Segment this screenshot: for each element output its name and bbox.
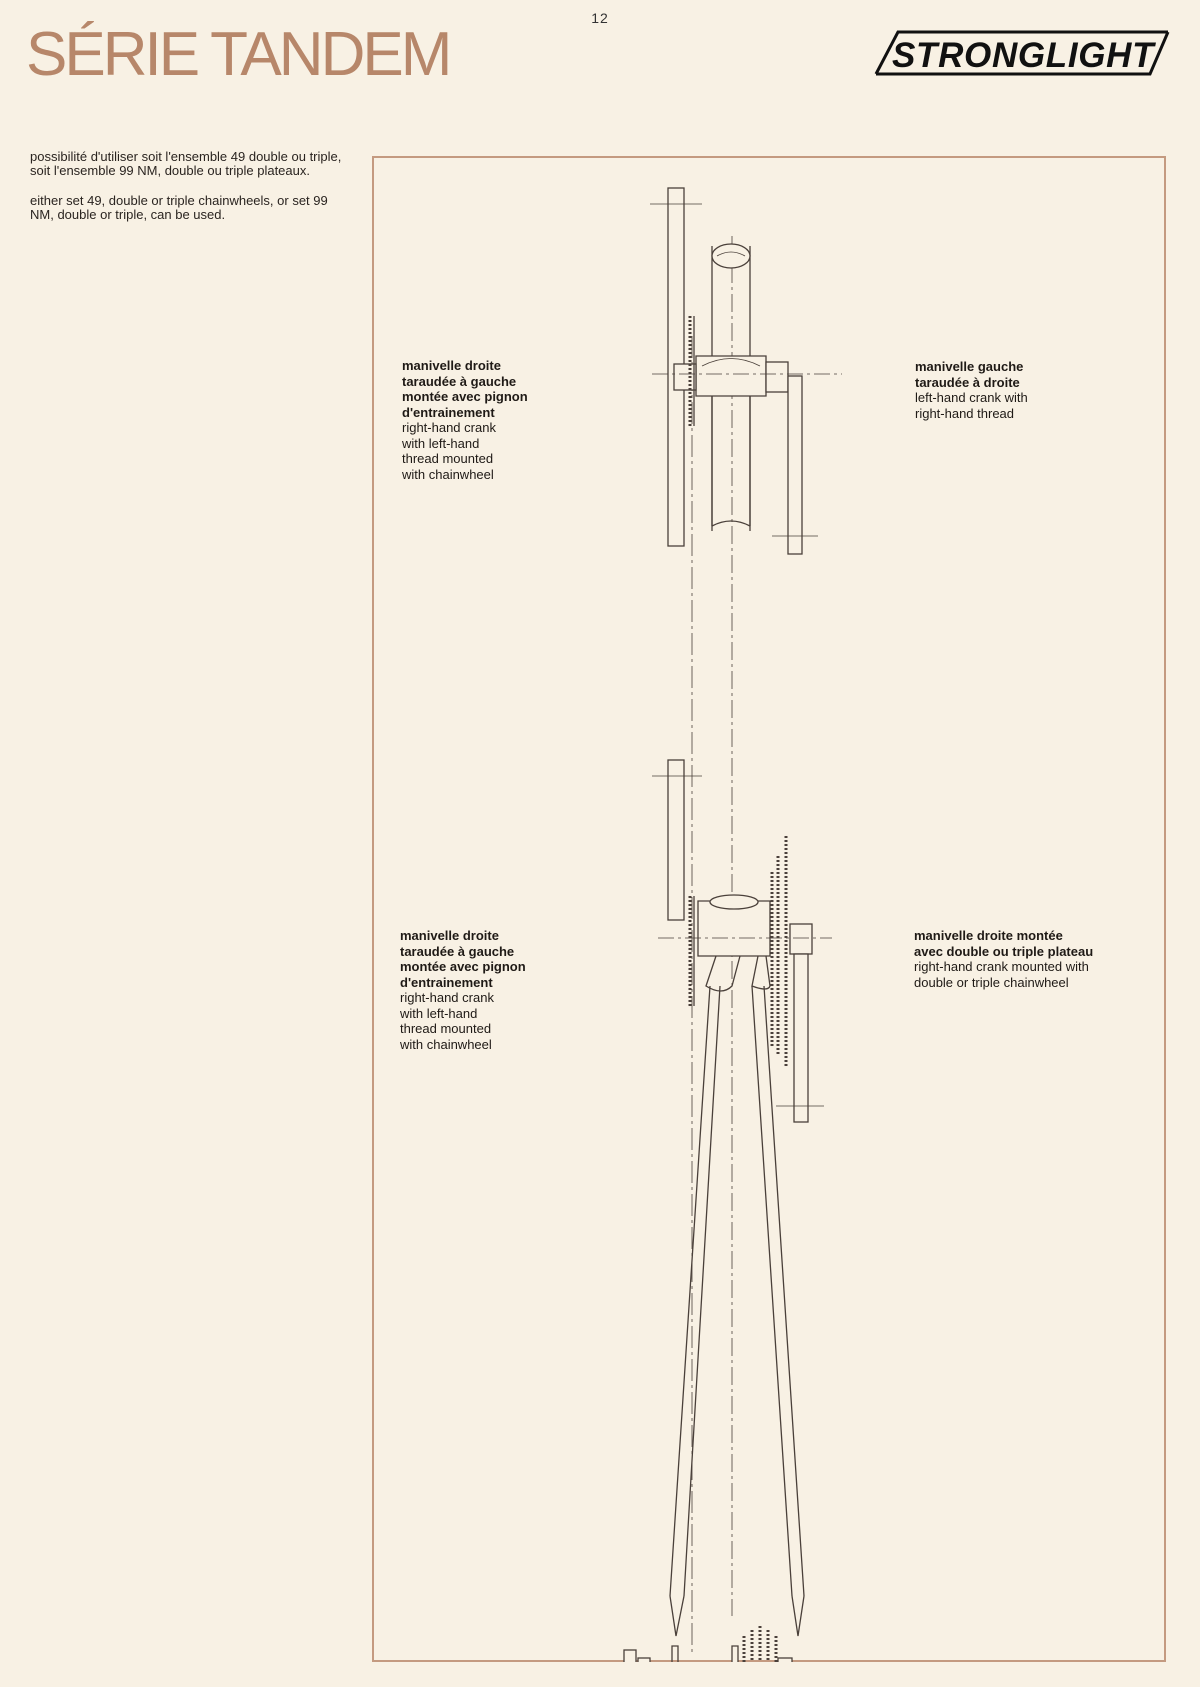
brand-logo-text: STRONGLIGHT <box>892 36 1154 75</box>
callout-front-left-crank-french: manivelle gauche taraudée à droite <box>915 359 1024 390</box>
callout-front-left-crank-english: left-hand crank with right-hand thread <box>915 390 1028 421</box>
intro-english: either set 49, double or triple chainwheels, or set 99 NM, double or triple, can be used. <box>30 193 328 222</box>
callout-rear-right-crank-english: right-hand crank with left-hand thread mounted with chainwheel <box>400 990 494 1052</box>
intro-text-block <box>30 150 350 238</box>
front-bottom-bracket <box>650 188 842 554</box>
intro-french: possibilité d'utiliser soit l'ensemble 49 double ou triple, soit l'ensemble 99 NM, double ou triple plateaux. <box>30 149 342 178</box>
callout-front-left-crank <box>915 359 1155 421</box>
callout-rear-drive-crank-english: right-hand crank mounted with double or triple chainwheel <box>914 959 1089 990</box>
page-number: 12 <box>591 10 609 26</box>
callout-rear-drive-crank <box>914 928 1174 990</box>
rear-hub-and-cassette <box>586 1626 852 1662</box>
callout-front-right-crank <box>402 358 602 482</box>
rear-bottom-bracket <box>652 760 832 1636</box>
callout-rear-drive-crank-french: manivelle droite montée avec double ou triple plateau <box>914 928 1094 959</box>
callout-rear-right-crank <box>400 928 600 1052</box>
callout-front-right-crank-english: right-hand crank with left-hand thread mounted with chainwheel <box>402 420 496 482</box>
callout-rear-right-crank-french: manivelle droite taraudée à gauche montée avec pignon d'entrainement <box>400 928 526 990</box>
callout-front-right-crank-french: manivelle droite taraudée à gauche montée avec pignon d'entrainement <box>402 358 528 420</box>
brand-logo <box>872 26 1172 82</box>
series-title: SÉRIE TANDEM <box>26 20 450 89</box>
